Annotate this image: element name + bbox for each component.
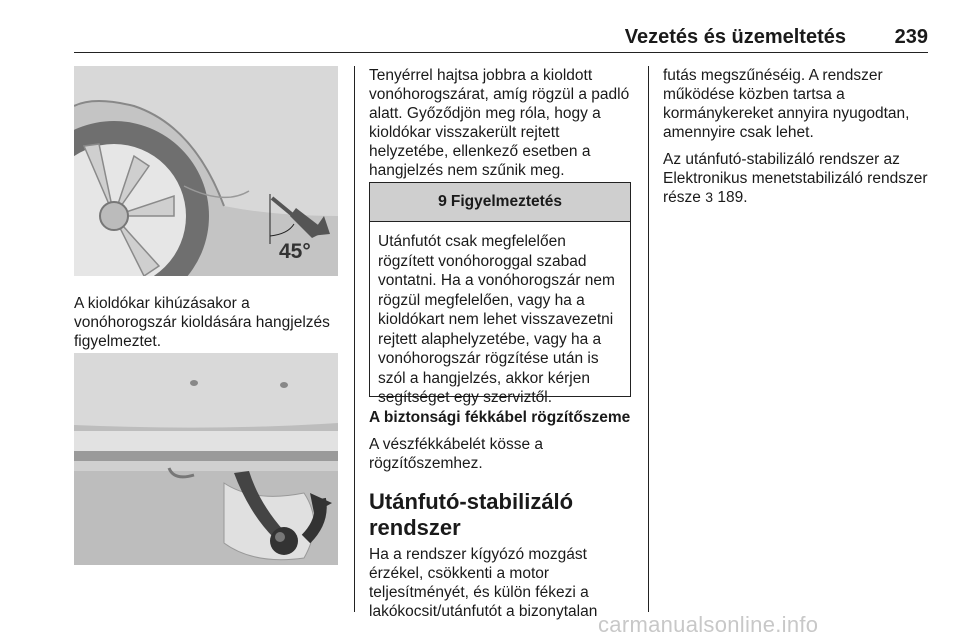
warning-title: Figyelmeztetés bbox=[450, 193, 563, 210]
column-divider-2 bbox=[648, 66, 649, 612]
esp-reference-paragraph bbox=[663, 150, 929, 207]
right-column bbox=[663, 66, 929, 215]
watermark: carmanualsonline.info bbox=[598, 612, 819, 637]
header-rule bbox=[74, 52, 928, 53]
angle-label: 45° bbox=[279, 240, 311, 263]
page-reference-number[interactable]: 189. bbox=[717, 189, 748, 206]
left-column bbox=[74, 294, 350, 359]
warning-header bbox=[370, 183, 630, 222]
figure-caption: A kioldókar kihúzásakor a vonóhorogszár kioldására hangjelzés figyelmeztet. bbox=[74, 295, 330, 350]
warning-box bbox=[369, 182, 631, 406]
page-number: 239 bbox=[894, 26, 928, 48]
page-header bbox=[74, 26, 928, 52]
middle-column-intro bbox=[369, 66, 635, 188]
esp-text: Az utánfutó-stabilizáló rendszer az Elektronikus menetstabilizáló rendszer része bbox=[663, 151, 928, 206]
warning-text: Utánfutót csak megfelelően rögzített vonóhoroggal szabad vontatni. Ha a vonóhorogszár nem rögzül megfelelően, vagy ha a kioldókart nem lehet visszavezetni rejtett alaphelyzetébe, vagy ha a vonóhorogszár rögzítése után is szól a hangjelzés, akkor kérjen segítséget egy szerviztől. bbox=[378, 233, 615, 406]
warning-icon: 9 bbox=[437, 193, 447, 210]
section-text-trailer-stability: Ha a rendszer kígyózó mozgást érzékel, csökkenti a motor teljesítményét, és külön fékezi a lakókocsit/utánfutót a bizonytalan bbox=[369, 546, 598, 620]
column-divider-1 bbox=[354, 66, 355, 612]
middle-column-lower bbox=[369, 408, 635, 629]
header-title: Vezetés és üzemeltetés bbox=[624, 26, 846, 48]
subheading-brake-cable: A biztonsági fékkábel rögzítőszeme bbox=[369, 409, 631, 426]
continued-paragraph: futás megszűnéséig. A rendszer működése közben tartsa a kormánykereket annyira nyugodtan, amennyire csak lehet. bbox=[663, 67, 910, 141]
page-reference-icon: 3 bbox=[705, 189, 714, 205]
figure-release-lever bbox=[74, 66, 338, 276]
intro-paragraph: Tenyérrel hajtsa jobbra a kioldott vonóhorogszárat, amíg rögzül a padló alatt. Győződjön meg róla, hogy a kioldókar visszakerült rejtett helyzetébe, ellenkező esetben a hangjelzés nem szűnik meg. bbox=[369, 67, 630, 179]
figure-tow-bar bbox=[74, 353, 338, 565]
tow-bar-illustration bbox=[74, 353, 338, 565]
section-heading-trailer-stability: Utánfutó-stabilizáló rendszer bbox=[369, 489, 574, 540]
brake-cable-text: A vészfékkábelét kösse a rögzítőszemhez. bbox=[369, 436, 544, 472]
